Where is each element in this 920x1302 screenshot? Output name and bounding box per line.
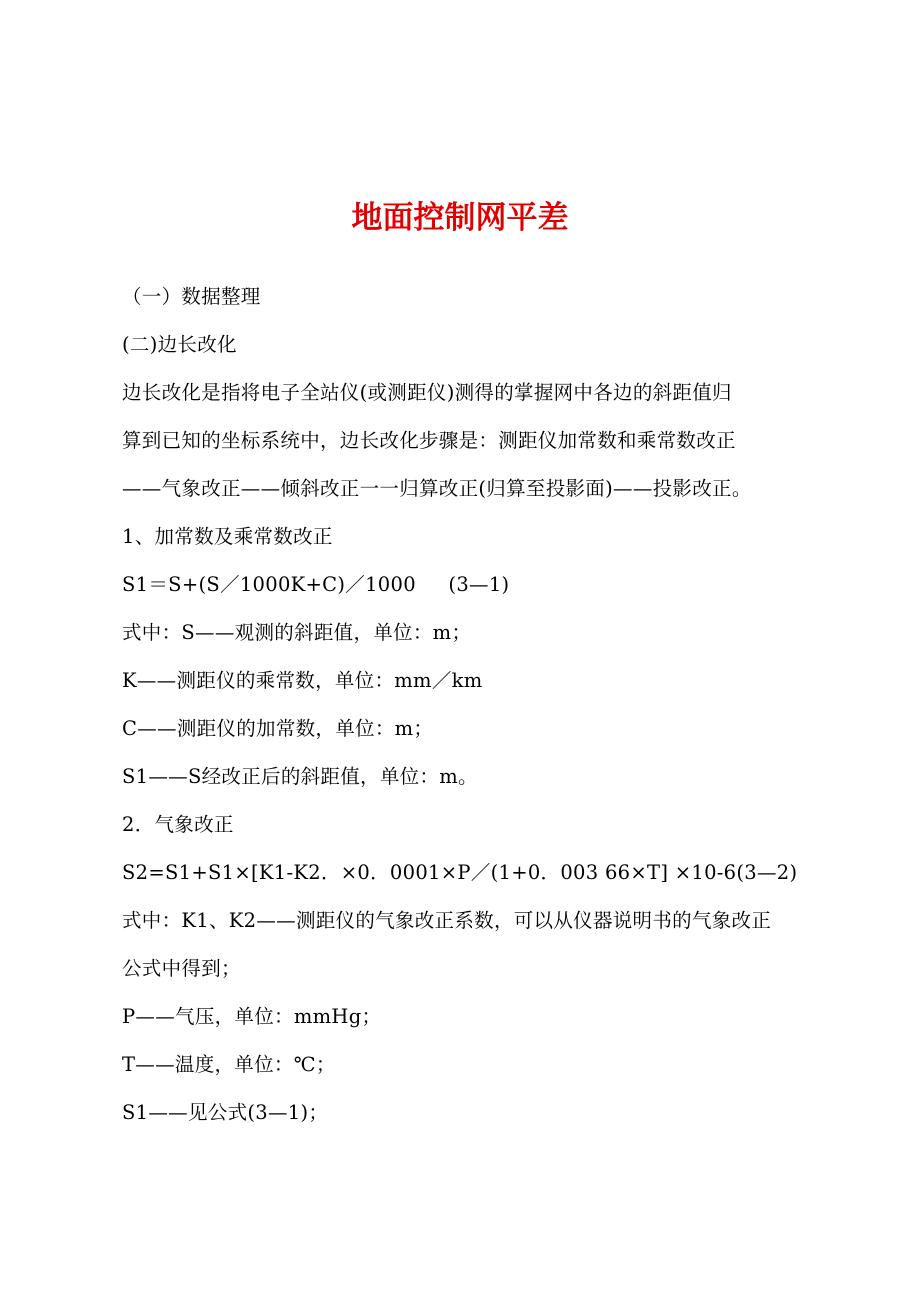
formula-3-1: S1＝S+(S／1000K+C)／1000 (3—1) — [122, 573, 510, 596]
section-heading-edge-correction: (二)边长改化 — [122, 333, 237, 356]
paragraph-line: 边长改化是指将电子全站仪(或测距仪)测得的掌握网中各边的斜距值归 — [122, 381, 732, 404]
formula-3-2: S2=S1+S1×[K1-K2．×0．0001×P／(1+0．003 66×T] ×10-6(3—2) — [122, 861, 798, 884]
subsection-heading-constant-correction: 1、加常数及乘常数改正 — [122, 525, 333, 548]
definition-line: S1——S经改正后的斜距值，单位：m。 — [122, 765, 478, 788]
definition-line: C——测距仪的加常数，单位：m； — [122, 717, 434, 740]
document-title: 地面控制网平差 — [351, 200, 569, 236]
paragraph-line: 算到已知的坐标系统中，边长改化步骤是：测距仪加常数和乘常数改正 — [122, 429, 736, 452]
definition-line: T——温度，单位：℃； — [122, 1053, 336, 1076]
subsection-heading-meteorological-correction: 2．气象改正 — [122, 813, 234, 836]
definition-line: S1——见公式(3—1)； — [122, 1101, 329, 1124]
definition-line: 式中：S——观测的斜距值，单位：m； — [122, 621, 472, 644]
definition-line: 式中：K1、K2——测距仪的气象改正系数，可以从仪器说明书的气象改正 — [122, 909, 772, 932]
section-heading-data-organization: （一）数据整理 — [122, 285, 261, 308]
definition-line: P——气压，单位：mmHg； — [122, 1005, 382, 1028]
definition-line: 公式中得到； — [122, 957, 241, 980]
paragraph-line: ——气象改正——倾斜改正一一归算改正(归算至投影面)——投影改正。 — [122, 477, 752, 500]
definition-line: K——测距仪的乘常数，单位：mm／km — [122, 669, 483, 692]
